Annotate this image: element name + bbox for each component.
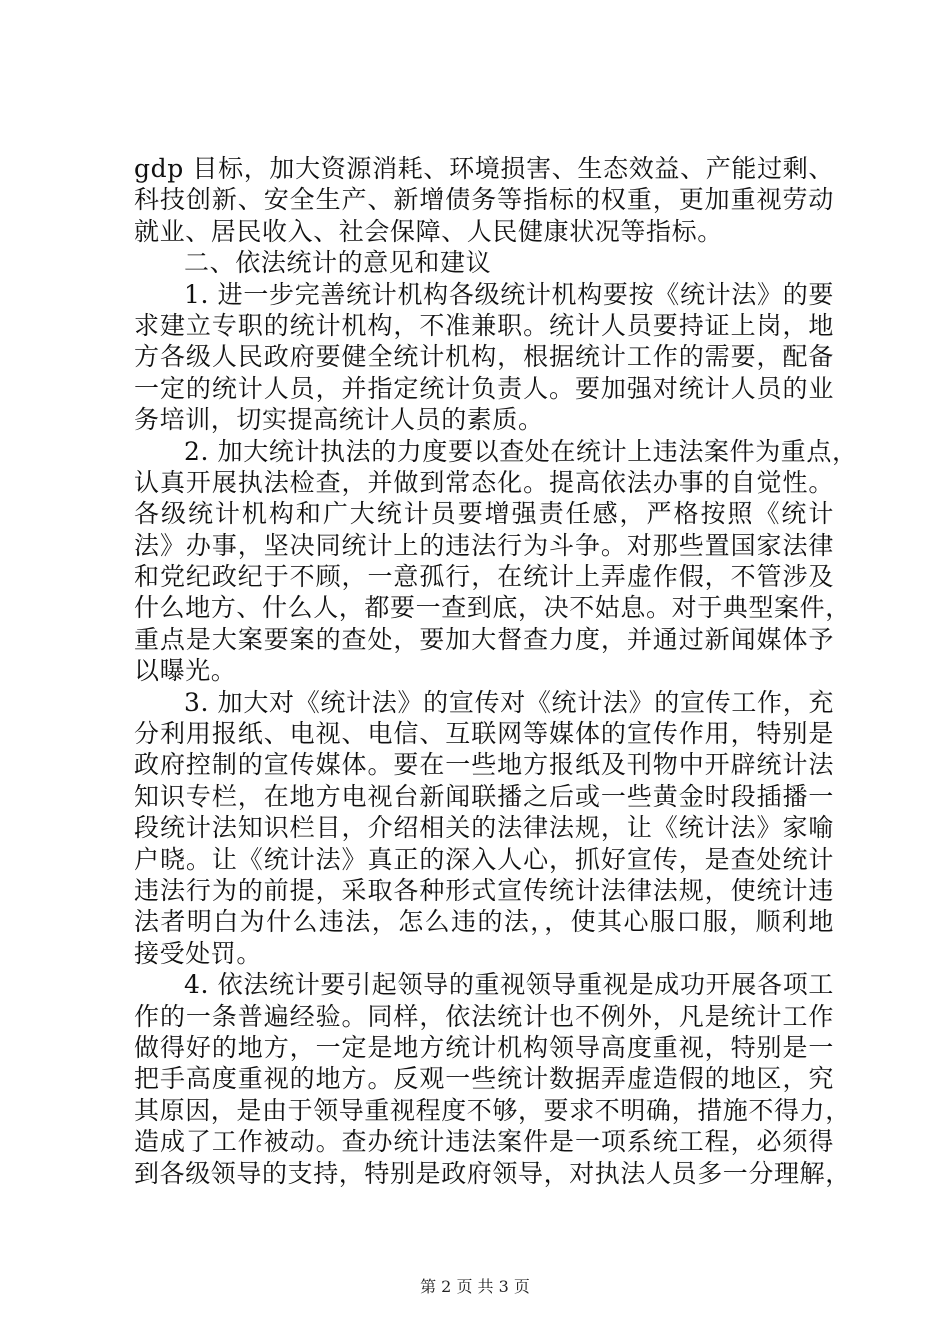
text-line: 其原因，是由于领导重视程度不够，要求不明确，措施不得力， [134,1095,851,1125]
document-body [134,153,858,1189]
text-line: 各级统计机构和广大统计员要增强责任感，严格按照《统计 [134,499,834,529]
text-line: 户晓。让《统计法》真正的深入人心，抓好宣传，是查处统计 [134,844,834,874]
text-line: 就业、居民收入、社会保障、人民健康状况等指标。 [134,216,723,246]
text-line: 法者明白为什么违法，怎么违的法，，使其心服口服，顺利地 [134,907,834,937]
text-line: 政府控制的宣传媒体。要在一些地方报纸及刊物中开辟统计法 [134,750,834,780]
text-line: 科技创新、安全生产、新增债务等指标的权重，更加重视劳动 [134,185,834,215]
text-line: 分利用报纸、电视、电信、互联网等媒体的宣传作用，特别是 [134,719,834,749]
text-line: 4. 依法统计要引起领导的重视领导重视是成功开展各项工 [184,970,834,1000]
text-line: 做得好的地方，一定是地方统计机构领导高度重视，特别是一 [134,1032,834,1062]
text-line: gdp 目标，加大资源消耗、环境损害、生态效益、产能过剩、 [134,154,834,183]
text-line: 法》办事，坚决同统计上的违法行为斗争。对那些置国家法律 [134,530,834,560]
text-line: 求建立专职的统计机构，不准兼职。统计人员要持证上岗，地 [134,310,834,340]
text-line: 2. 加大统计执法的力度要以查处在统计上违法案件为重点， [184,436,858,466]
text-line: 3. 加大对《统计法》的宣传对《统计法》的宣传工作，充 [184,687,834,717]
text-line: 认真开展执法检查，并做到常态化。提高依法办事的自觉性。 [134,467,834,497]
section-heading: 二、依法统计的意见和建议 [184,248,492,278]
text-line: 把手高度重视的地方。反观一些统计数据弄虚造假的地区，究 [134,1064,834,1094]
text-line: 作的一条普遍经验。同样，依法统计也不例外，凡是统计工作 [134,1001,834,1031]
text-line: 重点是大案要案的查处，要加大督查力度，并通过新闻媒体予 [134,624,834,654]
text-line: 段统计法知识栏目，介绍相关的法律法规，让《统计法》家喻 [134,813,834,843]
text-line: 知识专栏，在地方电视台新闻联播之后或一些黄金时段插播一 [134,781,834,811]
text-line: 造成了工作被动。查办统计违法案件是一项系统工程，必须得 [134,1127,834,1157]
text-line: 到各级领导的支持，特别是政府领导，对执法人员多一分理解， [134,1158,851,1188]
text-line: 1. 进一步完善统计机构各级统计机构要按《统计法》的要 [184,279,834,309]
text-line: 和党纪政纪于不顾，一意孤行，在统计上弄虚作假，不管涉及 [134,562,834,592]
text-line: 违法行为的前提，采取各种形式宣传统计法律法规，使统计违 [134,875,834,905]
text-line: 务培训，切实提高统计人员的素质。 [134,405,544,435]
text-line: 一定的统计人员，并指定统计负责人。要加强对统计人员的业 [134,373,834,403]
text-line: 以曝光。 [134,656,237,686]
text-line: 方各级人民政府要健全统计机构，根据统计工作的需要，配备 [134,342,834,372]
text-line: 什么地方、什么人，都要一查到底，决不姑息。对于典型案件， [134,593,851,623]
text-line: 接受处罚。 [134,938,263,968]
page-number-footer: 第 2 页 共 3 页 [420,1277,530,1296]
